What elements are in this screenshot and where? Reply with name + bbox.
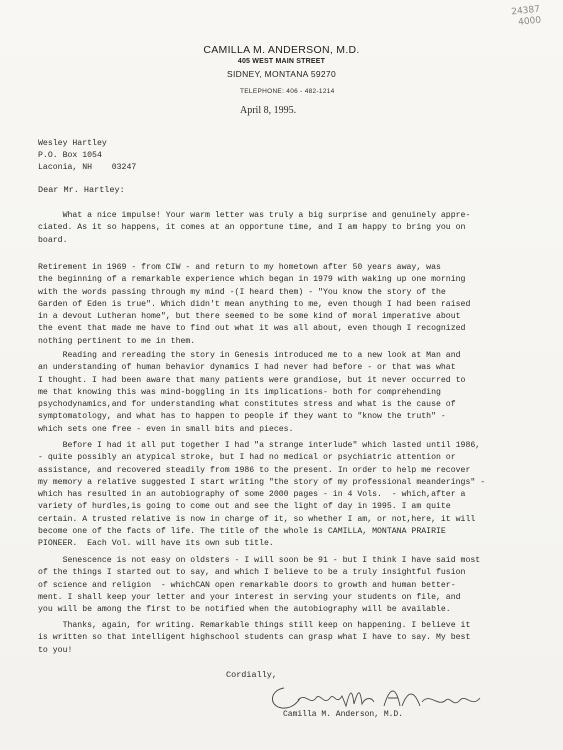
paragraph-3: Reading and rereading the story in Genesis introduced me to a new look at Man and an understanding of human behavior dynamics I had never had before - or that was what I thought. I had been aware that many patients were grandiose, but it never occurred to me that knowing this was mind-boggling in its implications- both for comprehending psychodynamics,and for understanding what constitutes stress and what is the cause of symptomatology, and what has to happen to people if they want to "know the truth" - which sets one free - even in small bits and pieces. bbox=[38, 351, 466, 434]
handwritten-signature bbox=[262, 680, 492, 714]
paragraph-4: Before I had it all put together I had "a strange interlude" which lasted until 1986, - quite possibly an atypical stroke, but I had no medical or psychiatric attention or assistance, and recovered steadily from 1986 to the present. In order to help me recover my memory a relative suggested I start writing "the story of my professional meanderings" - which has resulted in an autobiography of some 2000 pages - in 4 Vols. - which,after a variety of hurdles,is going to come out and see the light of day in 1995. I am quite certain. A trusted relative is now in charge of it, so whether I am, or not,here, it will become one of the facts of life. The title of the whole is CAMILLA, MONTANA PRAIRIE PIONEER. Each Vol. will have its own sub title. bbox=[38, 441, 486, 549]
pencil-note-line-1: 24387 bbox=[511, 4, 541, 18]
recipient-po-box: P.O. Box 1054 bbox=[38, 151, 102, 160]
paragraph-1: What a nice impulse! Your warm letter was truly a big surprise and genuinely appre- ciated. As it so happens, it comes at an opportune time, and I am happy to bring you on board. bbox=[38, 211, 471, 245]
salutation: Dear Mr. Hartley: bbox=[38, 185, 125, 195]
recipient-address bbox=[38, 138, 136, 174]
letterhead-phone: TELEPHONE: 406 - 482-1214 bbox=[240, 88, 335, 95]
paragraph-2: Retirement in 1969 - from CIW - and return to my hometown after 50 years away, was the beginning of a remarkable experience which began in 1979 with waking up one morning with the words passing through my mind -(I heard them) - "You know the story of the Garden of Eden is true". Which didn't mean anything to me, even though I had been raised in a devout Lutheran home", but there seemed to be some kind of moral imperative about the event that made me have to find out what it was all about, even though I recognized nothing pertinent to me in them. bbox=[38, 263, 471, 346]
letterhead-street: 405 WEST MAIN STREET bbox=[237, 58, 326, 65]
letterhead-name: CAMILLA M. ANDERSON, M.D. bbox=[203, 44, 360, 56]
pencil-note-line-2: 4000 bbox=[518, 15, 542, 28]
recipient-name: Wesley Hartley bbox=[38, 139, 107, 148]
closing: Cordially, bbox=[226, 670, 278, 680]
pencil-annotation bbox=[511, 5, 542, 30]
letterhead-city: SIDNEY, MONTANA 59270 bbox=[227, 69, 336, 79]
paragraph-5: Senescence is not easy on oldsters - I will soon be 91 - but I think I have said most of the things I started out to say, and which I believe to be a truly insightful fusion of science and religion - whichCAN open remarkable doors to growth and human better- ment. I shall keep your letter and your interest in serving your students on file, and you will be among the first to be notified when the autobiography will be available. bbox=[38, 556, 481, 615]
typed-signature-name: Camilla M. Anderson, M.D. bbox=[283, 710, 404, 719]
recipient-city: Laconia, NH 03247 bbox=[38, 163, 137, 172]
letter-date: April 8, 1995. bbox=[240, 105, 297, 116]
paragraph-6: Thanks, again, for writing. Remarkable things still keep on happening. I believe it is written so that intelligent highschool students can grasp what I have to say. My best to you! bbox=[38, 621, 471, 655]
